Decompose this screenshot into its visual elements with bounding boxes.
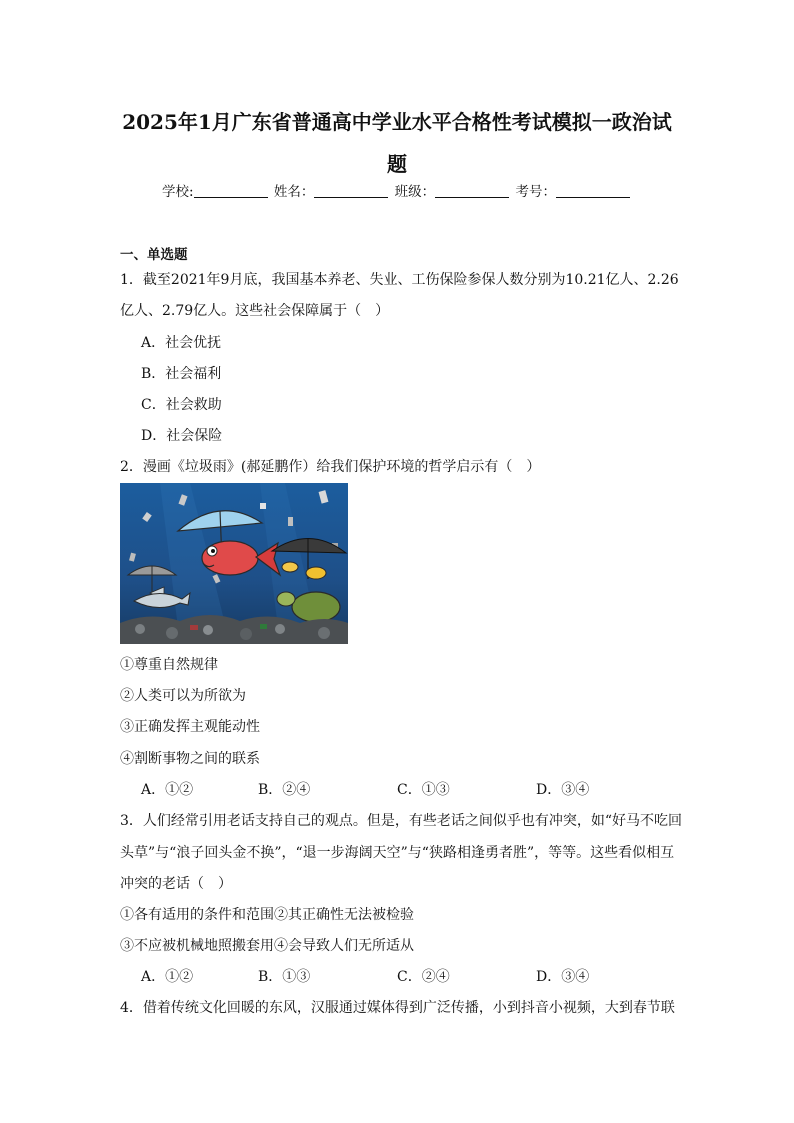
student-info-line — [0, 180, 794, 200]
q2-option-b[interactable]: B．②④ — [258, 782, 311, 798]
q1-stem-line1: 1．截至2021年9月底，我国基本养老、失业、工伤保险参保人数分别为10.21亿人、2.26 — [120, 272, 679, 288]
q3-statements-line1: ①各有适用的条件和范围②其正确性无法被检验 — [120, 907, 414, 923]
class-label: 班级： — [394, 184, 436, 200]
q1-option-c[interactable]: C．社会救助 — [141, 397, 222, 413]
page-title: 2025年1月广东省普通高中学业水平合格性考试模拟一政治试 — [122, 110, 672, 134]
q4-stem-line1: 4．借着传统文化回暖的东风，汉服通过媒体得到广泛传播，小到抖音小视频，大到春节联 — [120, 1000, 675, 1016]
q2-option-a[interactable]: A．①② — [141, 782, 194, 798]
q2-option-c[interactable]: C．①③ — [397, 782, 450, 798]
school-blank[interactable] — [194, 183, 268, 198]
q1-option-a[interactable]: A．社会优抚 — [141, 335, 222, 351]
q2-statement-1: ①尊重自然规律 — [120, 657, 218, 673]
q3-stem-line1: 3．人们经常引用老话支持自己的观点。但是，有些老话之间似乎也有冲突，如“好马不吃回 — [120, 813, 683, 829]
q3-option-b[interactable]: B．①③ — [258, 969, 311, 985]
q2-option-d[interactable]: D．③④ — [536, 782, 590, 798]
name-blank[interactable] — [314, 183, 388, 198]
section-heading: 一、单选题 — [120, 247, 188, 263]
q3-option-d[interactable]: D．③④ — [536, 969, 590, 985]
q3-stem-line3: 冲突的老话（ ） — [120, 876, 232, 892]
number-label: 考号： — [515, 184, 556, 200]
q2-statement-3: ③正确发挥主观能动性 — [120, 719, 260, 735]
name-label: 姓名： — [273, 184, 315, 200]
q1-option-b[interactable]: B．社会福利 — [141, 366, 222, 382]
q2-statement-2: ②人类可以为所欲为 — [120, 688, 246, 704]
q1-stem-line2: 亿人、2.79亿人。这些社会保障属于（ ） — [120, 303, 390, 319]
garbage-rain-cartoon-image — [120, 483, 348, 644]
q1-option-d[interactable]: D．社会保险 — [141, 428, 223, 444]
page-title-continued: 题 — [387, 152, 407, 176]
q2-statement-4: ④割断事物之间的联系 — [120, 751, 260, 767]
number-blank[interactable] — [556, 183, 630, 198]
class-blank[interactable] — [435, 183, 509, 198]
q3-option-c[interactable]: C．②④ — [397, 969, 450, 985]
q3-statements-line2: ③不应被机械地照搬套用④会导致人们无所适从 — [120, 938, 414, 954]
q2-stem: 2．漫画《垃圾雨》(郝延鹏作）给我们保护环境的哲学启示有（ ） — [120, 459, 541, 475]
q3-option-a[interactable]: A．①② — [141, 969, 194, 985]
school-label: 学校: — [162, 184, 194, 200]
q3-stem-line2: 头草”与“浪子回头金不换”，“退一步海阔天空”与“狭路相逢勇者胜”，等等。这些看似相互 — [120, 845, 675, 861]
